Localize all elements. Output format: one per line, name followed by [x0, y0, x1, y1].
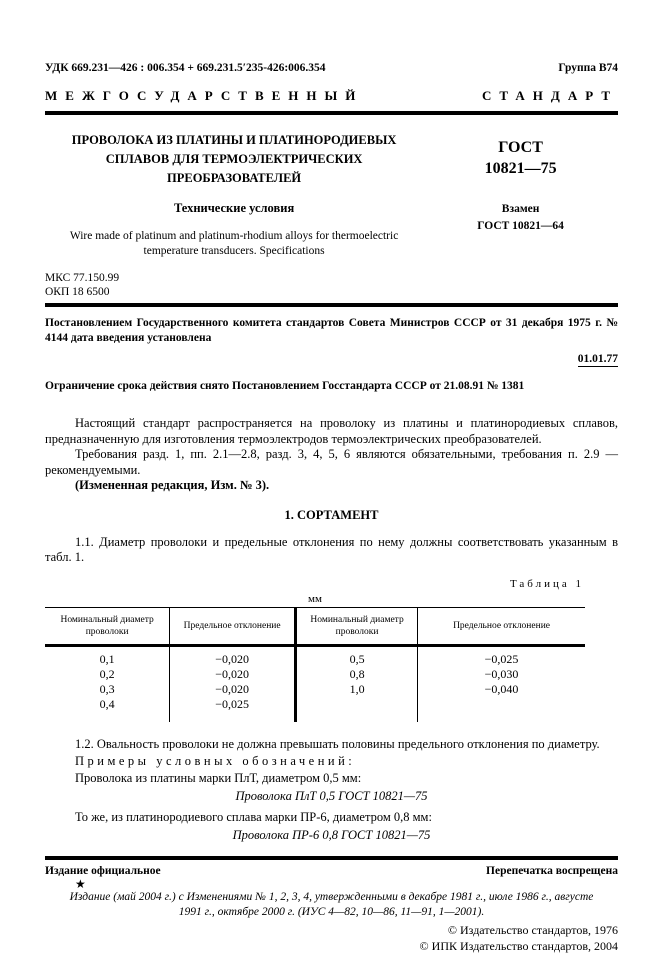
document-subtitle: Технические условия [173, 201, 295, 215]
section-heading: 1. СОРТАМЕНТ [284, 507, 379, 522]
clause-1-2: 1.2. Овальность проволоки не должна превышать половины предельного отклонения по диаметру. [75, 736, 600, 751]
edition-note: Издание (май 2004 г.) с Изменениями № 1, 2, 3, 4, утвержденными в декабре 1981 г., июле 1986 г., августе 1991 г., октябре 2000 г. (ИУС 4—82, 10—86, 11—91, 1—2001). [69, 891, 594, 918]
example-1-designation: Проволока ПлТ 0,5 ГОСТ 10821—75 [235, 789, 428, 803]
meta-row [45, 62, 618, 74]
intro-paragraph-2: Требования разд. 1, пп. 2.1—2.8, разд. 3, 4, 5, 6 являются обязательными, требования п. 2.9 — рекомендуемыми. [45, 447, 618, 477]
copyright-block [45, 922, 618, 954]
example-2-designation: Проволока ПР-6 0,8 ГОСТ 10821—75 [232, 828, 431, 842]
copyright-1976: © Издательство стандартов, 1976 [447, 923, 618, 937]
okp-code: ОКП 18 6500 [45, 286, 110, 298]
gost-designation [423, 137, 618, 179]
limitation-note: Ограничение срока действия снято Постановлением Госстандарта СССР от 21.08.91 № 1381 [45, 380, 525, 392]
official-edition-label: Издание официальное [45, 865, 161, 877]
table-header-cell: Номинальный диаметр проволоки [45, 607, 170, 645]
document-title-en-line: temperature transducers. Specifications [143, 245, 325, 257]
reprint-prohibited-label: Перепечатка воспрещена [486, 865, 618, 877]
standard-type-word-1: МЕЖГОСУДАРСТВЕННЫЙ [45, 88, 364, 103]
table-cell: −0,020 [170, 645, 296, 667]
gost-label: ГОСТ [498, 139, 543, 156]
table-row [45, 697, 585, 722]
title-right-column [423, 131, 618, 259]
table-row [45, 682, 585, 697]
table-header-cell: Номинальный диаметр проволоки [296, 607, 418, 645]
copyright-2004: © ИПК Издательство стандартов, 2004 [419, 939, 618, 953]
table-cell: 0,2 [45, 667, 170, 682]
table-row [45, 645, 585, 667]
divider-rule-codes [45, 303, 618, 307]
table-unit: мм [308, 592, 322, 605]
table-cell [296, 697, 418, 722]
table-caption: Таблица 1 [509, 577, 584, 590]
divider-rule-footer [45, 856, 618, 860]
examples-heading: Примеры условных обозначений: [75, 754, 356, 768]
document-title-line: ПРЕОБРАЗОВАТЕЛЕЙ [167, 171, 302, 185]
document-title-en [45, 229, 423, 259]
clause-1-1: 1.1. Диаметр проволоки и предельные отклонения по нему должны соответствовать указанным в табл. 1. [45, 534, 618, 564]
classification-codes [45, 271, 618, 299]
mks-code: МКС 77.150.99 [45, 272, 120, 284]
table-row [45, 667, 585, 682]
sortament-table [45, 607, 585, 722]
intro-section [45, 416, 618, 494]
table-cell: −0,025 [170, 697, 296, 722]
document-title-en-line: Wire made of platinum and platinum-rhodium alloys for thermoelectric [69, 230, 399, 242]
table-cell: 0,5 [296, 645, 418, 667]
table-cell: 0,1 [45, 645, 170, 667]
effective-date-value: 01.01.77 [577, 353, 618, 365]
divider-rule-top [45, 111, 618, 115]
table-cell: −0,040 [484, 681, 519, 696]
table-header-cell: Предельное отклонение [418, 607, 585, 645]
title-block [45, 131, 618, 259]
document-title-line: ПРОВОЛОКА ИЗ ПЛАТИНЫ И ПЛАТИНОРОДИЕВЫХ [71, 133, 397, 147]
title-left-column [45, 131, 423, 259]
example-1-intro: Проволока из платины марки ПлТ, диаметром 0,5 мм: [75, 771, 362, 785]
table-cell: −0,025 [484, 651, 519, 666]
effective-date [45, 353, 618, 367]
table-cell: −0,020 [170, 682, 296, 697]
intro-paragraph-1: Настоящий стандарт распространяется на проволоку из платины и платинородиевых сплавов, предназначенную для изготовления термоэлектродов термоэлектрических преобразователей. [45, 416, 618, 446]
example-2-intro: То же, из платинородиевого сплава марки ПР-6, диаметром 0,8 мм: [75, 810, 432, 824]
intro-paragraph-3: (Измененная редакция, Изм. № 3). [75, 478, 270, 492]
replaces-note [423, 201, 618, 235]
table-cell: 1,0 [296, 682, 418, 697]
decree-paragraph: Постановлением Государственного комитета стандартов Совета Министров СССР от 31 декабря 1975 г. № 4144 дата введения установлена [45, 317, 618, 344]
footer-row [45, 865, 618, 877]
udk-code: УДК 669.231—426 : 006.354 + 669.231.5′235-426:006.354 [45, 62, 326, 74]
table-cell: 0,4 [45, 697, 170, 722]
table-cell: 0,8 [296, 667, 418, 682]
gost-number: 10821—75 [484, 160, 557, 177]
group-label: Группа В74 [558, 62, 618, 74]
table-cell [418, 697, 585, 722]
table-header-cell: Предельное отклонение [170, 607, 296, 645]
table-cell: −0,030 [484, 666, 519, 681]
star-icon: ★ [75, 877, 86, 891]
table-header-row [45, 607, 585, 645]
replaces-number: ГОСТ 10821—64 [477, 220, 564, 232]
table-cell: −0,020 [170, 667, 296, 682]
table-cell: 0,3 [45, 682, 170, 697]
document-title [45, 131, 423, 188]
replaces-label: Взамен [501, 203, 540, 215]
standard-type-heading [45, 88, 618, 104]
document-title-line: СПЛАВОВ ДЛЯ ТЕРМОЭЛЕКТРИЧЕСКИХ [105, 152, 363, 166]
standard-type-word-2: СТАНДАРТ [481, 88, 618, 103]
